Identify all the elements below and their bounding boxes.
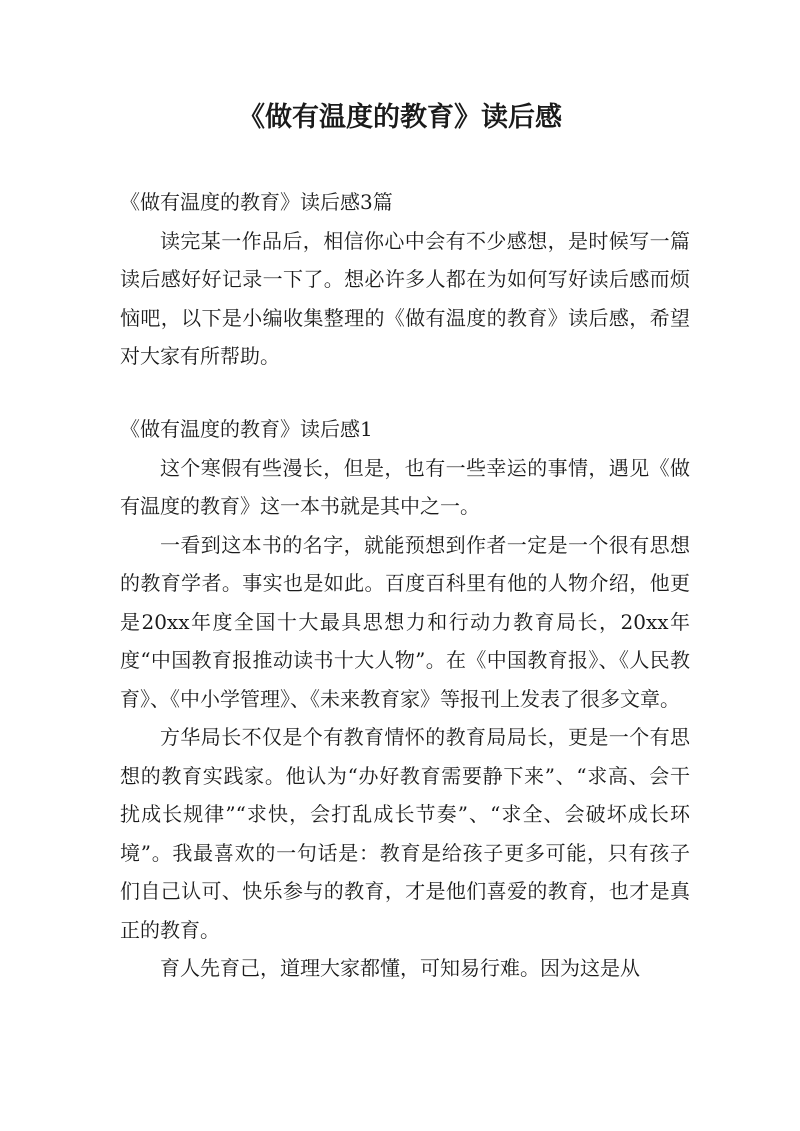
section-1-heading: 《做有温度的教育》读后感1 xyxy=(120,417,373,441)
body-paragraph: 方华局长不仅是个有教育情怀的教育局局长，更是一个有思想的教育实践家。他认为“办好教育需要静下来”、“求高、会干扰成长规律”“求快，会打乱成长节奏”、“求全、会破坏成长环境”。我最喜欢的一句话是：教育是给孩子更多可能，只有孩子们自己认可、快乐参与的教育，才是他们喜爱的教育，也才是真正的教育。 xyxy=(120,725,690,942)
body-paragraph: 一看到这本书的名字，就能预想到作者一定是一个很有思想的教育学者。事实也是如此。百度百科里有他的人物介绍，他更是20xx年度全国十大最具思想力和行动力教育局长，20xx年度“中国教育报推动读书十大人物”。在《中国教育报》、《人民教育》、《中小学管理》、《未来教育家》等报刊上发表了很多文章。 xyxy=(120,532,690,711)
intro-heading: 《做有温度的教育》读后感3篇 xyxy=(120,190,393,214)
document-title: 《做有温度的教育》读后感 xyxy=(238,102,562,133)
intro-section xyxy=(120,183,690,376)
body-paragraph: 这个寒假有些漫长，但是，也有一些幸运的事情，遇见《做有温度的教育》这一本书就是其中之一。 xyxy=(120,455,690,518)
intro-paragraph: 读完某一作品后，相信你心中会有不少感想，是时候写一篇读后感好好记录一下了。想必许多人都在为如何写好读后感而烦恼吧，以下是小编收集整理的《做有温度的教育》读后感，希望对大家有所帮助。 xyxy=(120,228,690,368)
body-paragraph: 育人先育己，道理大家都懂，可知易行难。因为这是从 xyxy=(160,956,640,980)
section-1 xyxy=(120,410,690,988)
